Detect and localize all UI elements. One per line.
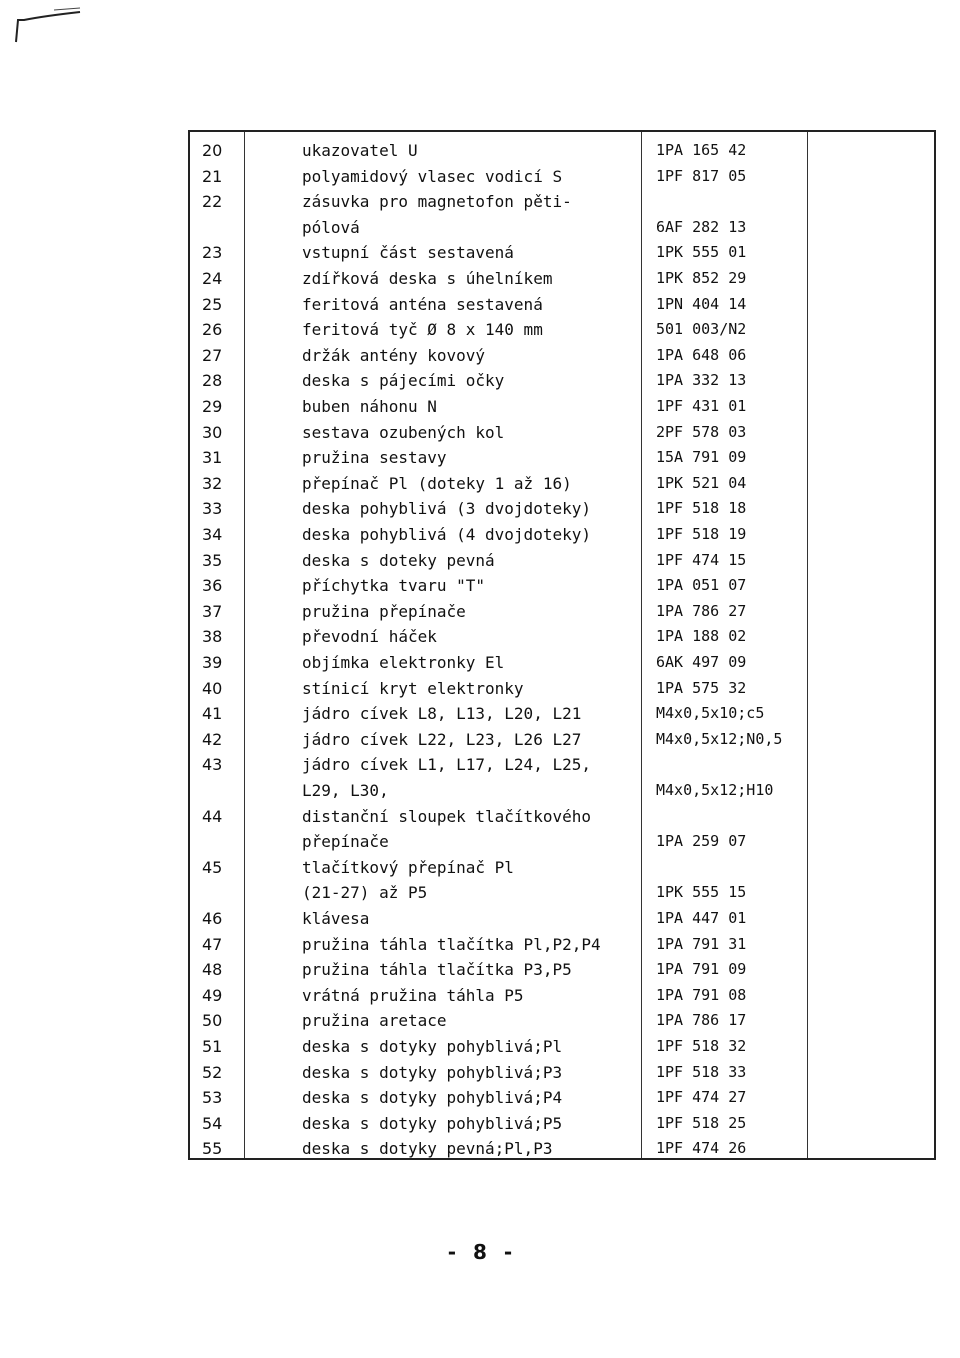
parts-table: [188, 130, 936, 1160]
row-number: 32: [202, 473, 223, 493]
table-row: [190, 880, 934, 905]
row-number: 33: [202, 499, 223, 519]
table-row: [190, 676, 934, 701]
row-part-code: 1PA 791 08: [656, 985, 747, 1004]
table-row: [190, 778, 934, 803]
row-part-code: 1PF 817 05: [656, 166, 747, 185]
row-description: deska s dotyky pohyblivá;Pl: [302, 1037, 563, 1056]
row-number: 40: [202, 678, 223, 698]
row-part-code: 6AF 282 13: [656, 217, 747, 236]
row-part-code: 1PA 051 07: [656, 576, 747, 595]
row-description: deska s doteky pevná: [302, 550, 495, 570]
row-part-code: 1PA 786 27: [656, 601, 747, 620]
table-row: [190, 215, 934, 240]
row-number: 55: [202, 1139, 223, 1159]
table-row: [190, 1008, 934, 1033]
row-description: pólová: [302, 217, 360, 237]
table-row: [190, 317, 934, 342]
row-number: 28: [202, 371, 223, 391]
table-row: [190, 164, 934, 189]
table-row: [190, 343, 934, 368]
row-part-code: 1PK 852 29: [656, 269, 747, 287]
row-description: zdířková deska s úhelníkem: [302, 269, 553, 288]
row-description: pružina přepínače: [302, 601, 466, 621]
table-row: [190, 957, 934, 982]
row-part-code: 1PA 791 31: [656, 934, 747, 953]
row-description: pružina táhla tlačítka P3,P5: [302, 960, 572, 980]
table-row: [190, 548, 934, 573]
table-row: [190, 292, 934, 317]
row-part-code: 1PA 447 01: [656, 909, 747, 927]
row-number: 50: [202, 1011, 223, 1031]
table-row: [190, 394, 934, 419]
row-number: 23: [202, 243, 223, 263]
table-row: [190, 445, 934, 470]
table-row: [190, 1111, 934, 1136]
row-description: příchytka tvaru "T": [302, 576, 486, 596]
row-number: 21: [202, 166, 223, 186]
row-number: 26: [202, 320, 223, 340]
row-part-code: 6AK 497 09: [656, 653, 747, 671]
row-number: 41: [202, 704, 223, 724]
row-part-code: 1PF 474 26: [656, 1139, 747, 1158]
row-part-code: 1PF 474 15: [656, 550, 747, 569]
row-number: 44: [202, 806, 223, 826]
table-row: [190, 240, 934, 265]
row-number: 39: [202, 653, 223, 672]
table-row: [190, 471, 934, 496]
row-part-code: 501 003/N2: [656, 320, 747, 339]
row-number: 29: [202, 397, 223, 416]
row-part-code: 1PK 555 15: [656, 883, 747, 902]
row-part-code: 15A 791 09: [656, 448, 747, 467]
row-number: 48: [202, 960, 223, 980]
table-row: [190, 906, 934, 931]
row-number: 53: [202, 1088, 223, 1108]
row-description: feritová anténa sestavená: [302, 294, 543, 314]
table-row: [190, 138, 934, 163]
row-description: deska pohyblivá (4 dvojdoteky): [302, 525, 591, 544]
table-row: [190, 752, 934, 777]
row-number: 36: [202, 576, 223, 596]
row-description: vstupní část sestavená: [302, 243, 514, 263]
row-description: deska s pájecími očky: [302, 371, 505, 391]
row-part-code: 1PK 555 01: [656, 243, 747, 262]
row-description: přepínače: [302, 832, 389, 852]
row-description: buben náhonu N: [302, 397, 437, 416]
row-number: 27: [202, 345, 223, 365]
row-part-code: M4x0,5x10;c5: [656, 704, 765, 723]
row-part-code: 1PA 259 07: [656, 832, 747, 851]
row-part-code: 1PF 518 18: [656, 499, 747, 518]
table-row: [190, 1136, 934, 1161]
row-description: držák antény kovový: [302, 345, 486, 365]
corner-scribble-mark: [14, 6, 84, 46]
row-number: 35: [202, 550, 223, 570]
row-description: deska s dotyky pohyblivá;P5: [302, 1113, 563, 1133]
table-row: [190, 701, 934, 726]
table-row: [190, 829, 934, 854]
table-row: [190, 368, 934, 393]
table-row: [190, 189, 934, 214]
row-description: sestava ozubených kol: [302, 422, 505, 442]
row-part-code: 1PA 648 06: [656, 345, 747, 364]
table-row: [190, 1085, 934, 1110]
table-row: [190, 804, 934, 829]
table-row: [190, 1034, 934, 1059]
row-part-code: 2PF 578 03: [656, 422, 747, 441]
row-part-code: 1PA 332 13: [656, 371, 747, 390]
row-part-code: 1PF 518 32: [656, 1037, 747, 1055]
row-description: ukazovatel U: [302, 141, 418, 160]
row-description: feritová tyč Ø 8 x 140 mm: [302, 320, 543, 340]
row-part-code: M4x0,5x12;N0,5: [656, 729, 783, 748]
row-number: 22: [202, 192, 223, 212]
row-description: jádro cívek L1, L17, L24, L25,: [302, 755, 591, 775]
row-description: polyamidový vlasec vodicí S: [302, 166, 563, 186]
row-number: 51: [202, 1037, 223, 1056]
table-row: [190, 522, 934, 547]
row-part-code: 1PK 521 04: [656, 473, 747, 492]
table-row: [190, 650, 934, 675]
row-description: pružina sestavy: [302, 448, 447, 468]
table-row: [190, 266, 934, 291]
table-row: [190, 573, 934, 598]
row-description: jádro cívek L8, L13, L20, L21: [302, 704, 582, 724]
row-number: 45: [202, 857, 223, 877]
table-row: [190, 727, 934, 752]
row-description: jádro cívek L22, L23, L26 L27: [302, 729, 582, 749]
row-part-code: 1PA 786 17: [656, 1011, 747, 1030]
row-description: deska s dotyky pohyblivá;P3: [302, 1062, 563, 1082]
row-description: tlačítkový přepínač Pl: [302, 857, 514, 877]
row-number: 47: [202, 934, 223, 954]
row-number: 49: [202, 985, 223, 1005]
row-description: klávesa: [302, 909, 370, 928]
row-description: převodní háček: [302, 627, 437, 647]
table-row: [190, 1060, 934, 1085]
page-number: - 8 -: [447, 1240, 513, 1264]
row-description: deska s dotyky pevná;Pl,P3: [302, 1139, 553, 1159]
row-number: 43: [202, 755, 223, 775]
row-number: 20: [202, 141, 223, 160]
row-part-code: M4x0,5x12;H10: [656, 781, 774, 799]
table-row: [190, 983, 934, 1008]
row-number: 42: [202, 729, 223, 749]
row-part-code: 1PF 518 25: [656, 1113, 747, 1132]
row-description: pružina aretace: [302, 1011, 447, 1031]
row-part-code: 1PA 575 32: [656, 678, 747, 697]
row-description: pružina táhla tlačítka Pl,P2,P4: [302, 934, 601, 954]
row-description: vrátná pružina táhla P5: [302, 985, 524, 1005]
row-part-code: 1PA 188 02: [656, 627, 747, 646]
row-description: L29, L30,: [302, 781, 389, 800]
table-row: [190, 624, 934, 649]
table-row: [190, 932, 934, 957]
row-description: deska pohyblivá (3 dvojdoteky): [302, 499, 591, 519]
row-description: (21-27) až P5: [302, 883, 428, 903]
row-part-code: 1PF 474 27: [656, 1088, 747, 1107]
row-description: zásuvka pro magnetofon pěti-: [302, 192, 572, 212]
row-description: stínicí kryt elektronky: [302, 678, 524, 698]
row-part-code: 1PN 404 14: [656, 294, 747, 313]
row-description: přepínač Pl (doteky 1 až 16): [302, 473, 572, 493]
table-row: [190, 496, 934, 521]
row-number: 38: [202, 627, 223, 647]
row-number: 30: [202, 422, 223, 442]
row-number: 52: [202, 1062, 223, 1082]
row-number: 54: [202, 1113, 223, 1133]
row-description: distanční sloupek tlačítkového: [302, 806, 591, 826]
row-description: deska s dotyky pohyblivá;P4: [302, 1088, 563, 1108]
row-part-code: 1PF 431 01: [656, 397, 747, 415]
row-part-code: 1PF 518 19: [656, 525, 747, 543]
row-number: 46: [202, 909, 223, 928]
row-part-code: 1PF 518 33: [656, 1062, 747, 1081]
row-description: objímka elektronky El: [302, 653, 505, 672]
row-number: 37: [202, 601, 223, 621]
table-row: [190, 420, 934, 445]
table-row: [190, 855, 934, 880]
row-number: 25: [202, 294, 223, 314]
row-number: 34: [202, 525, 223, 544]
row-number: 31: [202, 448, 223, 468]
row-part-code: 1PA 165 42: [656, 141, 747, 159]
row-part-code: 1PA 791 09: [656, 960, 747, 979]
table-row: [190, 599, 934, 624]
row-number: 24: [202, 269, 223, 288]
